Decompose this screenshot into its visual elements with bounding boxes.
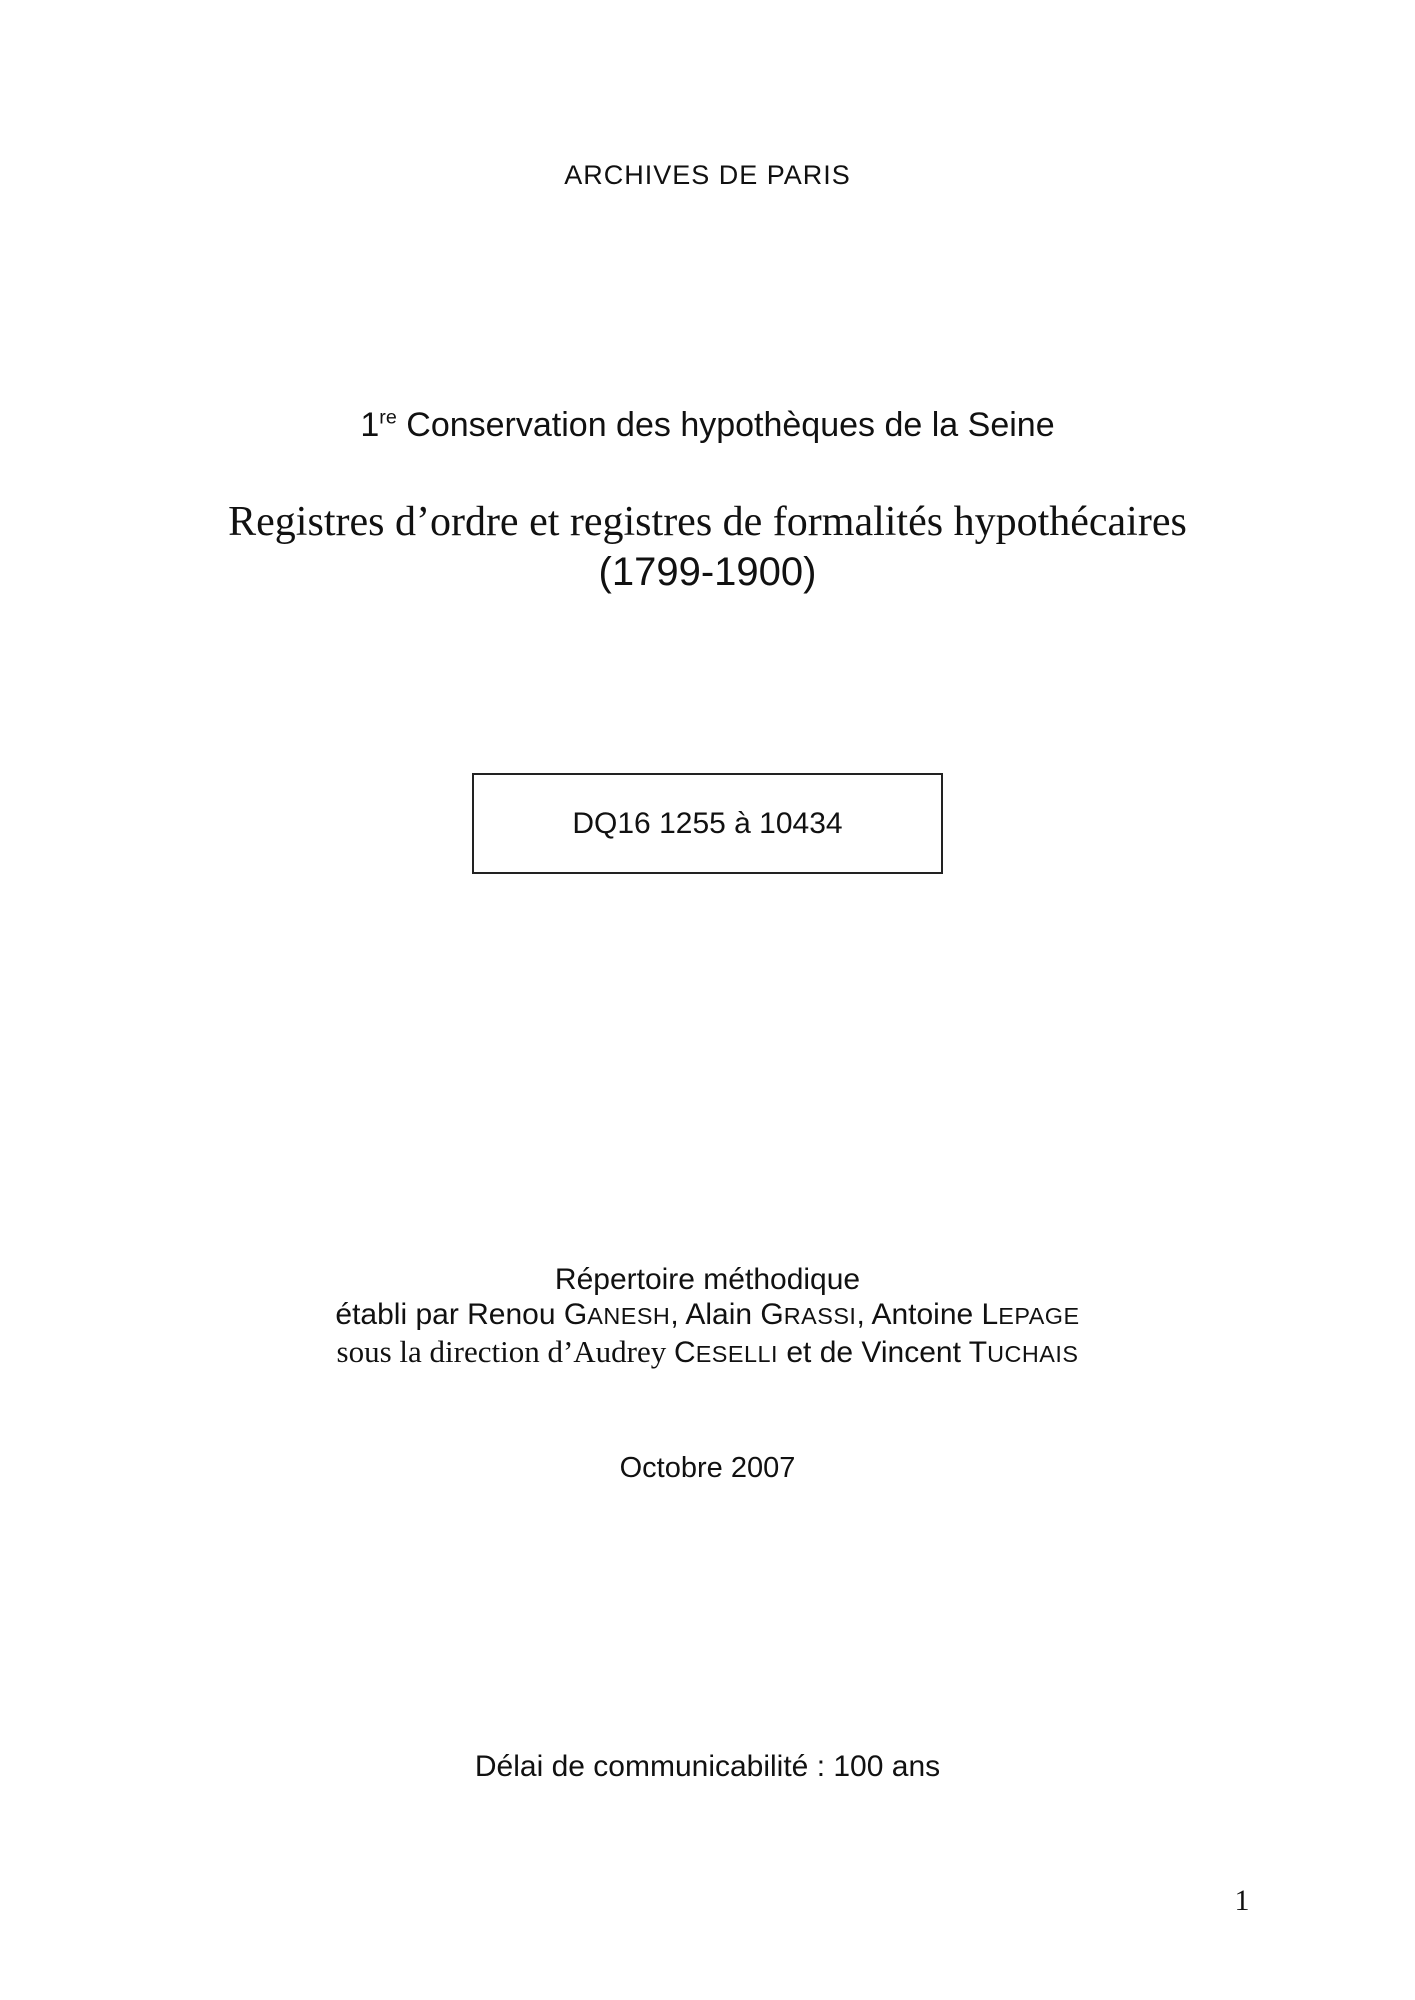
- author1-name: ANESH: [587, 1303, 671, 1329]
- author3-name: EPAGE: [998, 1303, 1080, 1329]
- director1-name-group: [674, 1336, 1078, 1369]
- institution-header: ARCHIVES DE PARIS: [564, 160, 851, 190]
- credits-block: [0, 1262, 1415, 1372]
- director2-name: UCHAIS: [987, 1341, 1079, 1367]
- page-number: 1: [1234, 1884, 1250, 1917]
- author2-name: RASSI: [783, 1303, 857, 1329]
- author3-initial: L: [981, 1298, 999, 1331]
- repertoire-type-line: Répertoire méthodique: [554, 1263, 861, 1296]
- direction-prefix: sous la direction d’Audrey: [336, 1334, 675, 1369]
- director2-initial: T: [968, 1336, 988, 1369]
- main-title: Registres d’ordre et registres de formalités hypothécaires: [228, 499, 1187, 545]
- publication-date: Octobre 2007: [619, 1452, 796, 1484]
- call-number-box: [472, 773, 943, 874]
- authors-separator2: , Antoine: [856, 1298, 982, 1331]
- series-subtitle: [0, 406, 1415, 445]
- call-number-text: DQ16 1255 à 10434: [572, 806, 843, 840]
- subtitle-number: 1: [360, 406, 380, 444]
- author1-initial: G: [563, 1298, 588, 1331]
- director1-initial: C: [674, 1336, 696, 1369]
- subtitle-ordinal-superscript: re: [379, 406, 397, 429]
- communicability-note: Délai de communicabilité : 100 ans: [474, 1750, 941, 1783]
- title-date-range: (1799-1900): [598, 550, 817, 594]
- authors-separator1: , Alain: [670, 1298, 761, 1331]
- authors-prefix: établi par Renou: [335, 1298, 564, 1331]
- director1-name: ESELLI: [695, 1341, 779, 1367]
- author2-initial: G: [760, 1298, 784, 1331]
- direction-middle: et de Vincent: [778, 1336, 969, 1369]
- authors-line: [0, 1297, 1415, 1334]
- direction-line: [0, 1334, 1415, 1372]
- subtitle-text: Conservation des hypothèques de la Seine: [396, 406, 1055, 444]
